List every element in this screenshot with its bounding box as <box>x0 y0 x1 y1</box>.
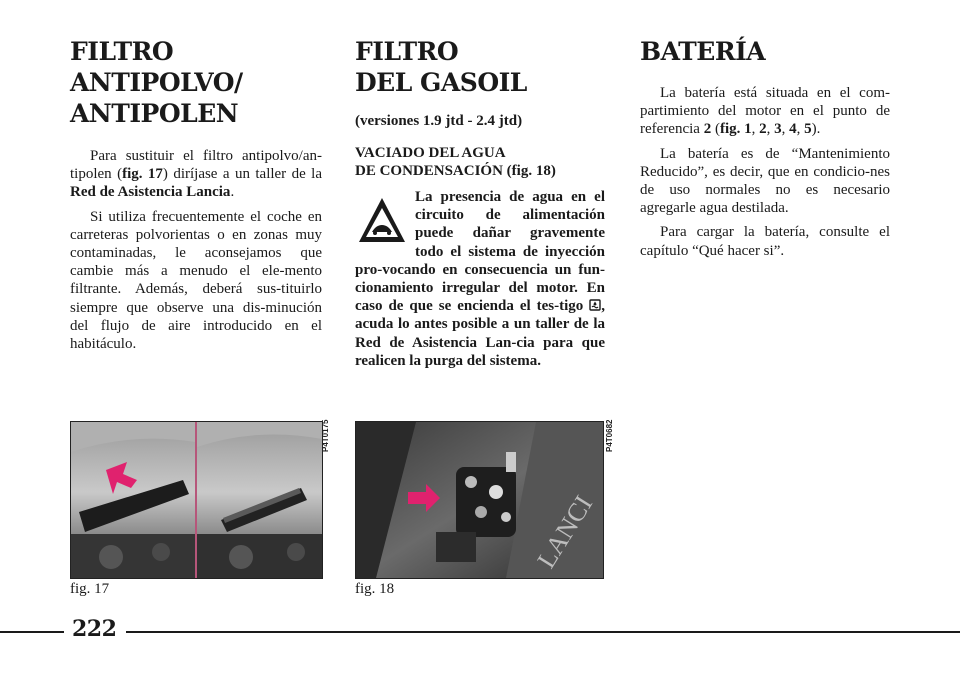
figure-18-lancia-lettering: LANCI <box>531 490 599 574</box>
paragraph-battery-location: La batería está situada en el com-partimiento del motor en el punto de referencia 2 (fig. 1, 2, 3, 4, 5). <box>640 85 890 138</box>
heading-filtro-gasoil: FILTRO DEL GASOIL <box>355 37 527 97</box>
figure-18-caption: fig. 18 <box>355 581 395 597</box>
figure-18-code: P4T0682 <box>605 419 614 452</box>
heading-filtro-antipolvo: FILTRO ANTIPOLVO/ ANTIPOLEN <box>70 37 243 128</box>
warning-block: La presencia de agua en el circuito de alimentación puede dañar gravemente todo el sistema de inyección pro-vocando en consecuencia un fun-cionamiento irregular del motor. En caso de que se encienda el tes-tigo , acuda lo antes posible a un taller de la Red de Asistencia Lan-cia para que realicen la purga del sistema. <box>355 189 605 369</box>
water-in-fuel-warning-icon <box>589 299 601 311</box>
heading-bateria: BATERÍA <box>640 37 766 66</box>
footer-rule-left <box>0 631 64 633</box>
paragraph-battery-charging: Para cargar la batería, consulte el capítulo “Qué hacer si”. <box>640 224 890 259</box>
warning-triangle-icon <box>355 192 409 248</box>
paragraph-battery-maintenance: La batería es de “Mantenimiento Reducido”, es decir, que en condicio-nes de uso normales no es necesario agregarle agua destilada. <box>640 145 890 217</box>
figure-18-illustration <box>356 422 603 578</box>
page-number: 222 <box>72 616 117 642</box>
paragraph-dusty-roads: Si utiliza frecuentemente el coche en carreteras polvorientas o en zonas muy contaminadas, le aconsejamos que cambie más a menudo el ele-mento filtrante. Además, deberá sus-tituirlo siempre que observe una dis-minución del flujo de aire introducido en el habitáculo. <box>70 208 322 353</box>
versions-note: (versiones 1.9 jtd - 2.4 jtd) <box>355 113 523 129</box>
column-filtro-gasoil <box>355 36 605 370</box>
column-bateria <box>640 36 890 260</box>
footer-rule-right <box>126 631 960 633</box>
figure-17-caption: fig. 17 <box>70 581 110 597</box>
column-filtro-antipolvo <box>70 36 322 353</box>
figure-17-code: P4T0175 <box>321 419 330 452</box>
figure-18-photo <box>355 421 604 579</box>
figure-17-photo <box>70 421 323 579</box>
figure-17-illustration <box>71 422 322 578</box>
section-heading-vaciado: VACIADO DEL AGUA DE CONDENSACIÓN (fig. 18) <box>355 145 556 179</box>
paragraph-replace-filter: Para sustituir el filtro antipolvo/an-tipolen (fig. 17) diríjase a un taller de la Red de Asistencia Lancia. <box>70 148 322 201</box>
